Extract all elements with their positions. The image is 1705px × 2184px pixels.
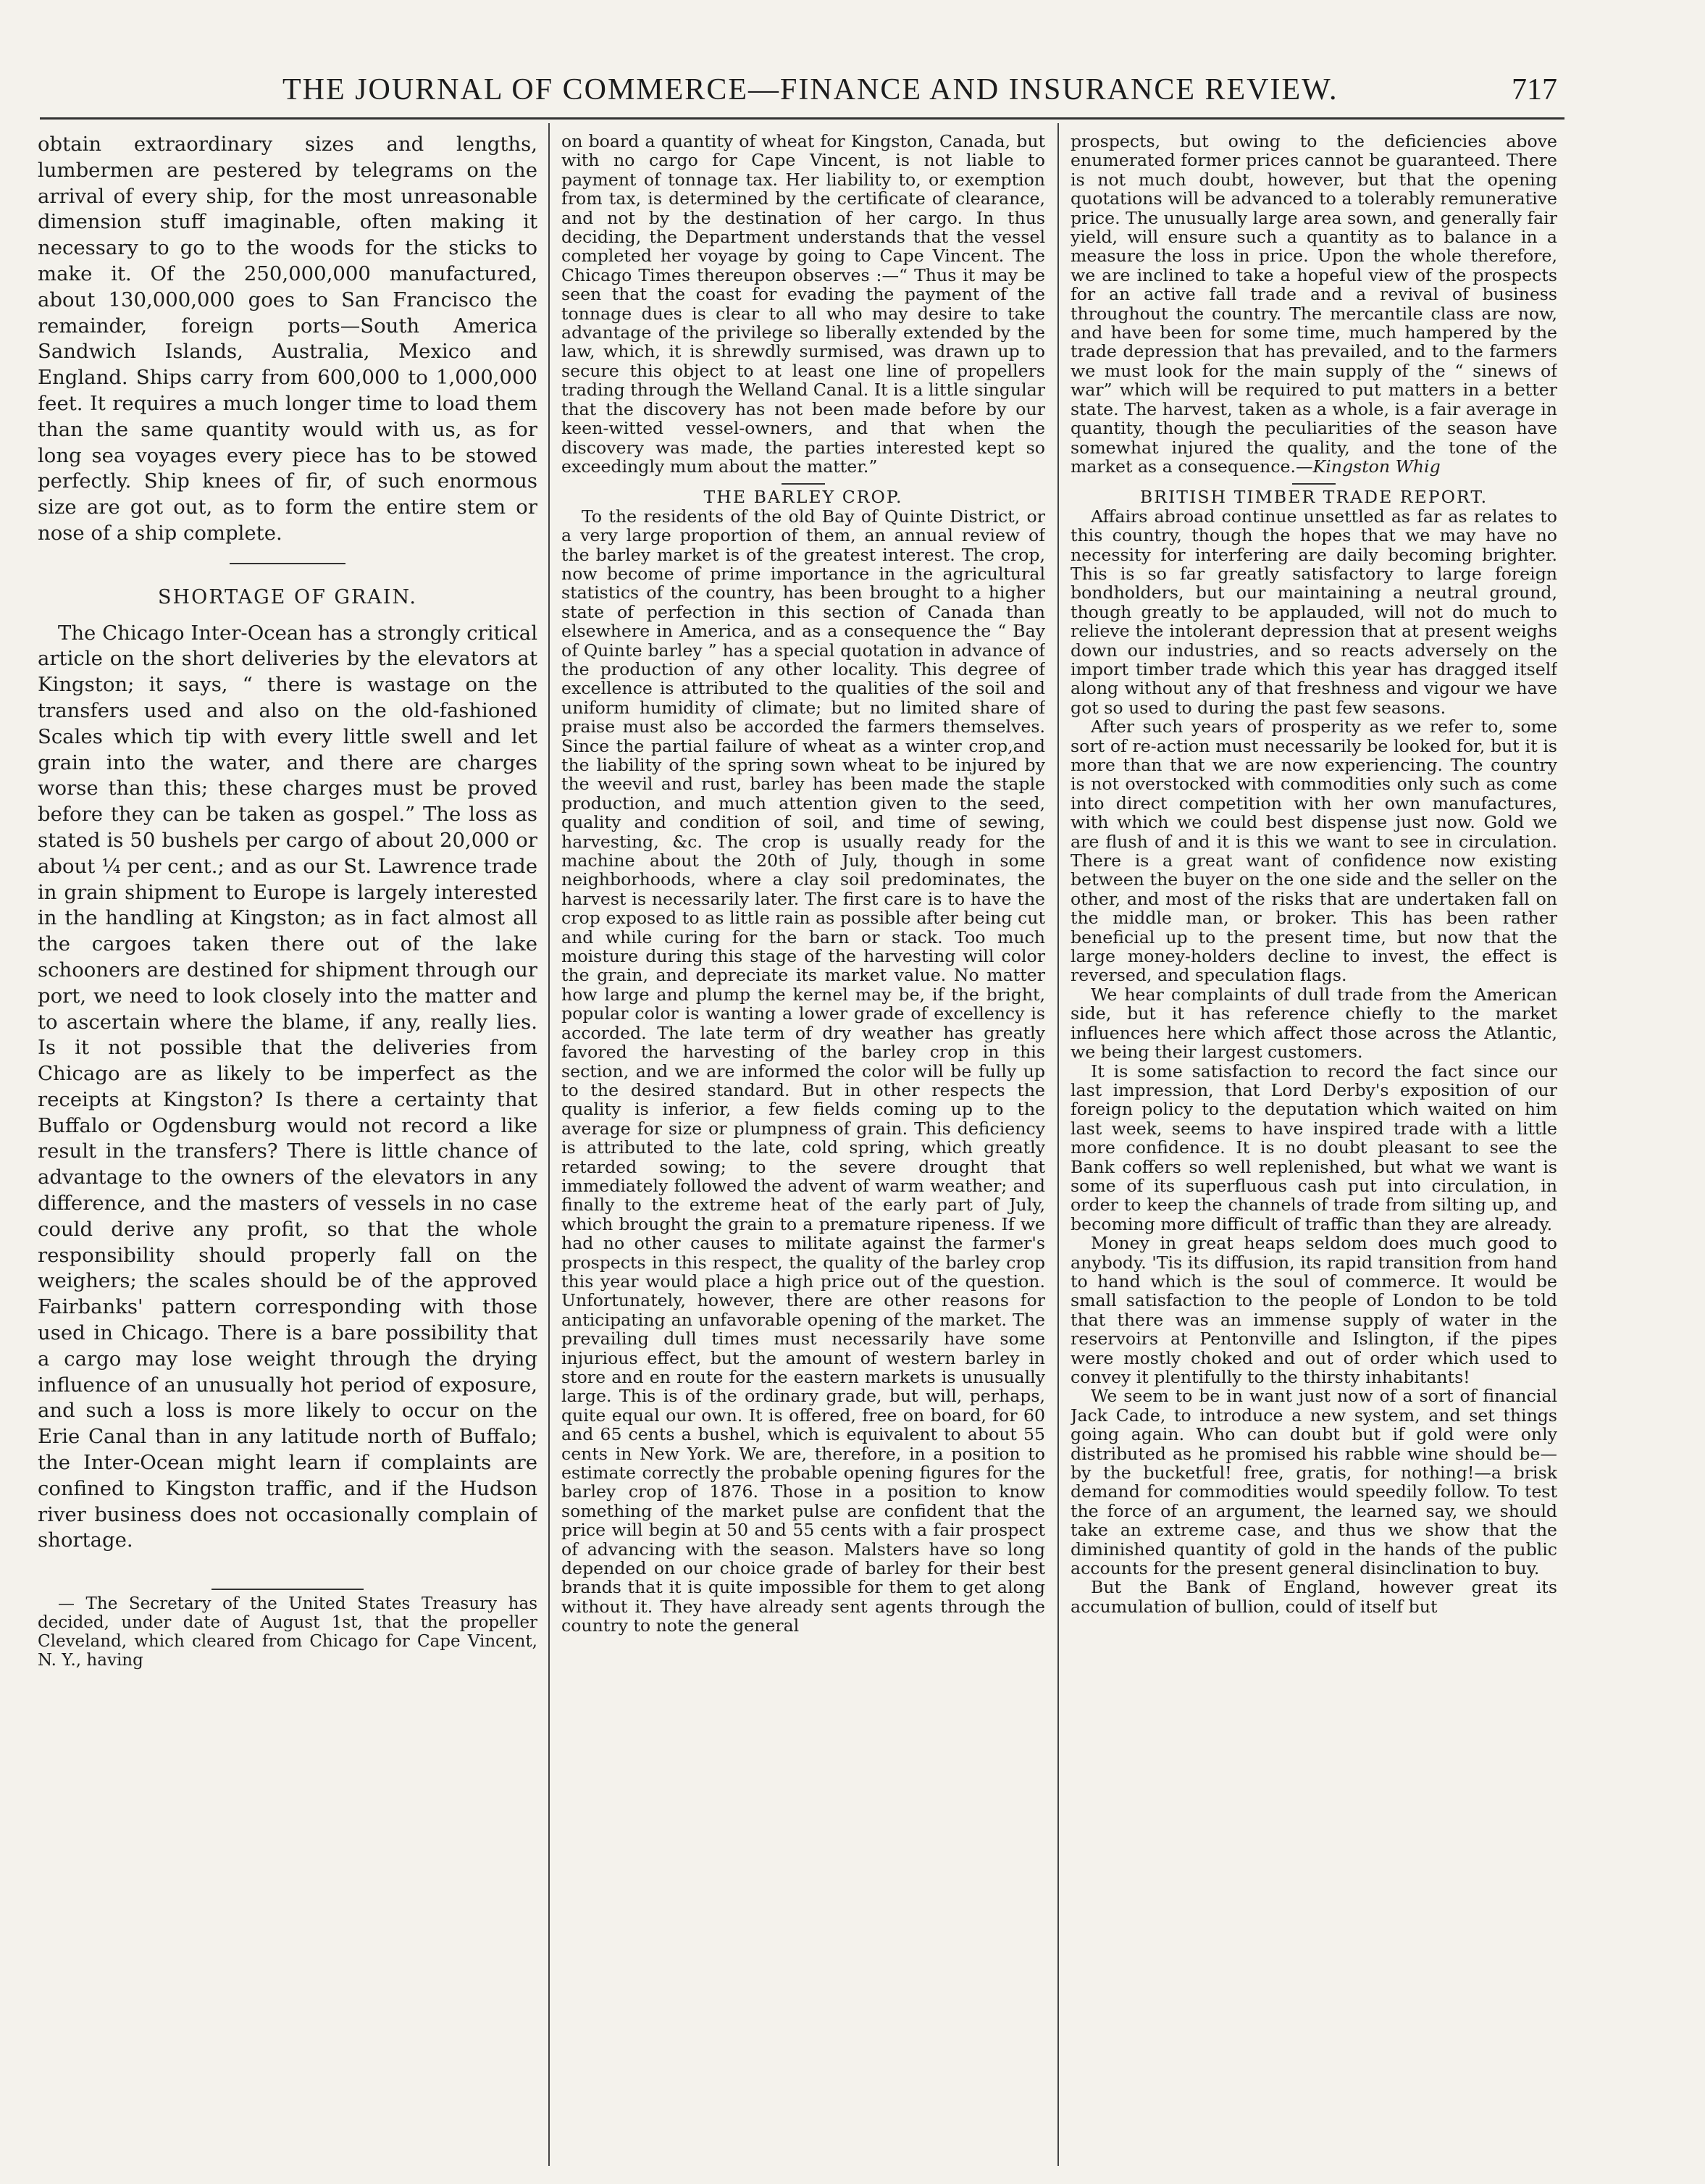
note-separator (211, 1589, 364, 1590)
paragraph-timber-2: After such years of prosperity as we refer to, some sort of re-action must necessarily be looked for, but it is more than that we are now experiencing. The country is not overstocked with commodities only such as come into direct competition with her own manufactures, with which we could best dispense just now. Gold we are flush of and it is this we want to see in circulation. There is a great want of confidence now existing between the buyer on the one side and the seller on the other, and most of the risks that are undertaken fall on the middle man, or broker. This has been rather beneficial up to the present time, but now that the large money-holders decline to invest, the effect is reversed, and speculation flags. (1071, 716, 1557, 986)
column-divider-2 (1057, 123, 1059, 2166)
section-separator (782, 483, 825, 485)
section-heading-british-timber: BRITISH TIMBER TRADE REPORT. (1139, 487, 1488, 508)
source-signature: Kingston Whig (1312, 456, 1441, 477)
header-rule (40, 117, 1564, 120)
section-heading-barley-crop: THE BARLEY CROP. (703, 487, 903, 508)
column-3 (1071, 132, 1557, 2167)
page-header (36, 72, 1557, 123)
journal-title: THE JOURNAL OF COMMERCE—FINANCE AND INSURANCE REVIEW. (282, 73, 1339, 106)
continued-paragraph: obtain extraordinary sizes and lengths, lumbermen are pestered by telegrams on the arrival of every ship, for the most unreasonable dimension stuff imaginable, often making it necessary to go to the woods for the sticks to make it. Of the 250,000,000 manufactured, about 130,000,000 goes to San Francisco the remainder, foreign ports—South America Sandwich Islands, Australia, Mexico and England. Ships carry from 600,000 to 1,000,000 feet. It requires a much longer time to load them than the same quantity would with us, as for long sea voyages every piece has to be stowed perfectly. Ship knees of fir, of such enormous size are got out, as to form the entire stem or nose of a ship complete. (38, 133, 537, 545)
paragraph-barley: To the residents of the old Bay of Quinte District, or a very large proportion of them, an annual review of the barley market is of the greatest interest. The crop, now become of prime importance in the agricultural statistics of the country, has been brought to a higher state of perfection in this section of Canada than elsewhere in America, and as a consequence the “ Bay of Quinte barley ” has a special quotation in advance of the production of any other locality. This degree of excellence is attributed to the qualities of the soil and uniform humidity of climate; but no limited share of praise must also be accorded the farmers themselves. Since the partial failure of wheat as a winter crop,and the liability of the spring sown wheat to be injured by the weevil and rust, barley has been made the staple production, and much attention given to the seed, quality and condition of soil, and time of sewing, harvesting, &c. The crop is usually ready for the machine about the 20th of July, though in some neighborhoods, where a clay soil predominates, the harvest is necessarily later. The first care is to have the crop exposed to as little rain as possible after being cut and while curing for the barn or stack. Too much moisture during this stage of the harvesting will color the grain, and depreciate its market value. No matter how large and plump the kernel may be, if the bright, popular color is wanting a lower grade of excellency is accorded. The late term of dry weather has greatly favored the harvesting of the barley crop in this section, and we are informed the color will be fully up to the desired standard. But in other respects the quality is inferior, a few fields coming up to the average for size or plumpness of grain. This deficiency is attributed to the late, cold spring, which greatly retarded sowing; to the severe drought that immediately followed the advent of warm weather; and finally to the extreme heat of the early part of July, which brought the grain to a premature ripeness. If we had no other causes to militate against the farmer's prospects in this respect, the quality of the barley crop this year would place a high price out of the question. Unfortunately, however, there are other reasons for anticipating an unfavorable opening of the market. The prevailing dull times must necessarily have some injurious effect, but the amount of western barley in store and en route for the eastern markets is unusually large. This is of the ordinary grade, but will, perhaps, quite equal our own. It is offered, free on board, for 60 and 65 cents a bushel, which is equivalent to about 55 cents in New York. We are, therefore, in a position to estimate correctly the probable opening figures for the barley crop of 1876. Those in a position to know something of the market pulse are confident that the price will begin at 50 and 55 cents with a fair prospect of advancing with the season. Malsters have so long depended on our choice grade of barley for their best brands that it is quite impossible for them to get along without it. They have already sent agents through the country to note the general (561, 506, 1045, 1636)
paragraph-timber-7: But the Bank of England, however great its accumulation of bullion, could of itself but (1071, 1577, 1557, 1617)
continued-paragraph (1071, 132, 1557, 476)
section-separator (1292, 483, 1336, 485)
footnote-treasury: — The Secretary of the United States Treasury has decided, under date of August 1st, that the propeller Cleveland, which cleared from Chicago for Cape Vincent, N. Y., having (38, 1594, 537, 1670)
paragraph-timber-3: We hear complaints of dull trade from the American side, but it has reference chiefly to the market influences here which affect those across the Atlantic, we being their largest customers. (1071, 984, 1557, 1063)
column-divider-1 (548, 123, 550, 2166)
column-1 (38, 132, 537, 2167)
paragraph-timber-5: Money in great heaps seldom does much good to anybody. 'Tis its diffusion, its rapid transition from hand to hand which is the soul of commerce. It would be small satisfaction to the people of London to be told that there was an immense supply of water in the reservoirs at Pentonville and Islington, if the pipes were mostly choked and out of order which used to convey it plentifully to the thirsty inhabitants! (1071, 1233, 1557, 1387)
section-heading-shortage-of-grain: SHORTAGE OF GRAIN. (158, 585, 417, 608)
paragraph-timber-1: Affairs abroad continue unsettled as far as relates to this country, though the hopes that we may have no necessity for interfering are daily becoming brighter. This is so far greatly satisfactory to large foreign bondholders, but our maintaining a neutral ground, though greatly to be applauded, will not do much to relieve the intolerant depression that at present weighs down our industries, and so reacts adversely on the import timber trade which this year has dragged itself along without any of that freshness and vigour we have got so used to during the past few seasons. (1071, 506, 1557, 718)
paragraph-shortage: The Chicago Inter-Ocean has a strongly critical article on the short deliveries by the elevators at Kingston; it says, “ there is wastage on the transfers used and also on the old-fashioned Scales which tip with every little swell and let grain into the water, and there are charges worse than this; these charges must be proved before they can be taken as gospel.” The loss as stated is 50 bushels per cargo of about 20,000 or about ¼ per cent.; and as our St. Lawrence trade in grain shipment to Europe is largely interested in the handling at Kingston; as in fact almost all the cargoes taken there out of the lake schooners are destined for shipment through our port, we need to look closely into the matter and to ascertain where the blame, if any, really lies. Is it not possible that the deliveries from Chicago are as likely to be imperfect as the receipts at Kingston? Is there a certainty that Buffalo or Ogdensburg would not record a like result in the transfers? There is little chance of advantage to the owners of the elevators in any difference, and the masters of vessels in no case could derive any profit, so that the whole responsibility should properly fall on the weighers; the scales should be of the approved Fairbanks' pattern corresponding with those used in Chicago. There is a bare possibility that a cargo may lose weight through the drying influence of an unusually hot period of exposure, and such a loss is more likely to occur on the Erie Canal than in any latitude north of Buffalo; the Inter-Ocean might learn if complaints are confined to Kingston traffic, and if the Hudson river business does not occasionally complain of shortage. (38, 621, 537, 1552)
paragraph-timber-4: It is some satisfaction to record the fact since our last impression, that Lord Derby's exposition of our foreign policy to the deputation which waited on him last week, seems to have inspired trade with a little more confidence. It is no doubt pleasant to see the Bank coffers so well replenished, but what we want is some of its superfluous cash put into circulation, in order to keep the channels of trade from silting up, and becoming more difficult of traffic than they are already. (1071, 1060, 1557, 1234)
paragraph-timber-6: We seem to be in want just now of a sort of financial Jack Cade, to introduce a new system, and set things going again. Who can doubt but if gold were only distributed as he promised his rabble wine should be—by the bucketful! free, gratis, for nothing!—a brisk demand for commodities would speedily follow. To test the force of an argument, the learned say, we should take an extreme case, and thus we show that the diminished quantity of gold in the hands of the public accounts for the present general disinclination to buy. (1071, 1386, 1557, 1579)
continued-text: prospects, but owing to the deficiencies above enumerated former prices cannot be guaranteed. There is not much doubt, however, but that the opening quotations will be advanced to a tolerably remunerative price. The unusually large area sown, and generally fair yield, will ensure such a quantity as to balance in a measure the loss in price. Upon the whole therefore, we are inclined to take a hopeful view of the prospects for an active fall trade and a revival of business throughout the country. The mercantile class are now, and have been for some time, much hampered by the trade depression that has prevailed, and to the farmers we must look for the main supply of the “ sinews of war” which will be required to put matters in a better state. The harvest, taken as a whole, is a fair average in quantity, though the peculiarities of the season have somewhat injured the quality, and the tone of the market as a consequence.— (1071, 132, 1557, 477)
column-2 (561, 132, 1045, 2167)
continued-paragraph: on board a quantity of wheat for Kingston, Canada, but with no cargo for Cape Vincent, is not liable to payment of tonnage tax. Her liability to, or exemption from tax, is determined by the certificate of clearance, and not by the destination of her cargo. In thus deciding, the Department understands that the vessel completed her voyage by going to Cape Vincent. The Chicago Times thereupon observes :—“ Thus it may be seen that the coast for evading the payment of the tonnage dues is clear to all who may desire to take advantage of the privilege so liberally extended by the law, which, it is shrewdly surmised, was drawn up to secure this object to at least one line of propellers trading through the Welland Canal. It is a little singular that the discovery has not been made before by our keen-witted vessel-owners, and that when the discovery was made, the parties interested kept so exceedingly mum about the matter.” (561, 132, 1045, 477)
section-separator (230, 563, 345, 564)
page-number: 717 (1512, 73, 1557, 106)
